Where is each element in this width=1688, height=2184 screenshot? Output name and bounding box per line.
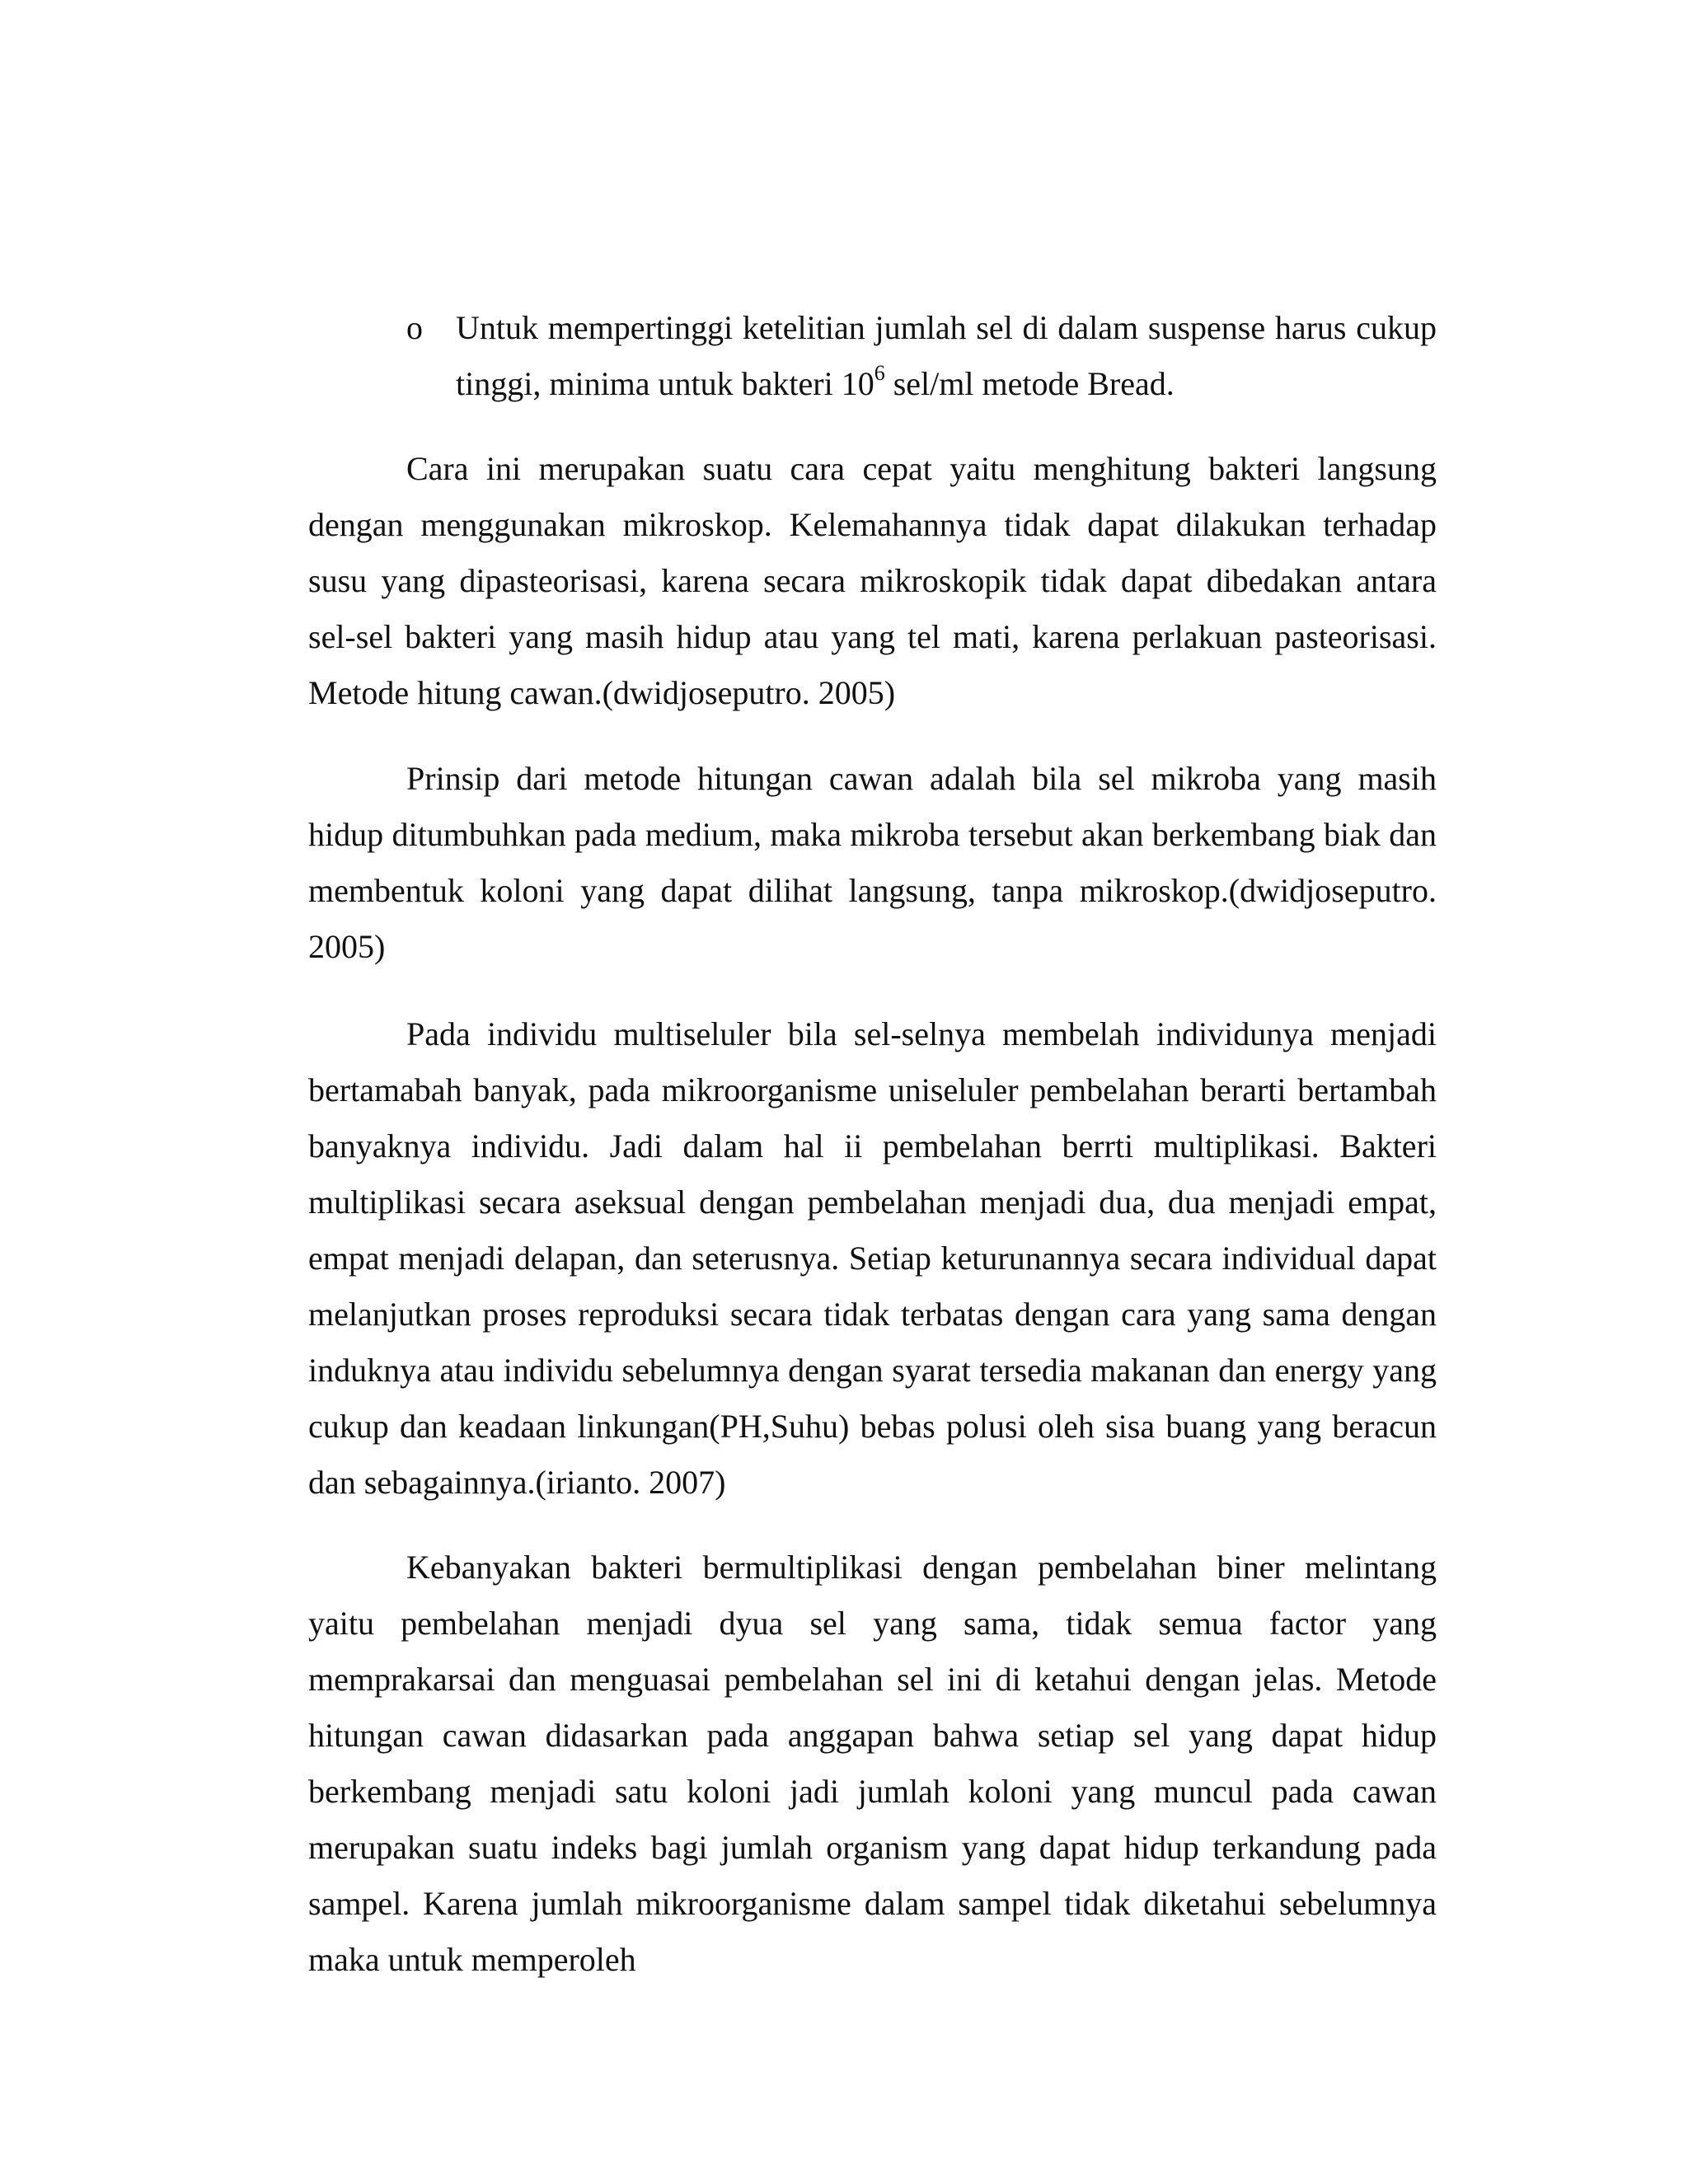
bullet-line-2-text-end: sel/ml metode Bread. <box>884 365 1175 402</box>
bullet-marker-icon: o <box>406 309 423 346</box>
bullet-line-2 <box>456 356 1437 412</box>
paragraph-3: Pada individu multiseluler bila sel-selnya membelah individunya menjadi bertamabah banyak, pada mikroorganisme uniseluler pembelahan berarti bertambah banyaknya individu. Jadi dalam hal ii pembelahan berrti multiplikasi. Bakteri multiplikasi secara aseksual dengan pembelahan menjadi dua, dua menjadi empat, empat menjadi delapan, dan seterusnya. Setiap keturunannya secara individual dapat melanjutkan proses reproduksi secara tidak terbatas dengan cara yang sama dengan induknya atau individu sebelumnya dengan syarat tersedia makanan dan energy yang cukup dan keadaan linkungan(PH,Suhu) bebas polusi oleh sisa buang yang beracun dan sebagainnya.(irianto. 2007) <box>308 1015 1437 1501</box>
paragraph-2: Prinsip dari metode hitungan cawan adalah bila sel mikroba yang masih hidup ditumbuhkan pada medium, maka mikroba tersebut akan berkembang biak dan membentuk koloni yang dapat dilihat langsung, tanpa mikroskop.(dwidjoseputro. 2005) <box>308 760 1437 965</box>
exponent: 6 <box>874 360 885 385</box>
paragraph-4: Kebanyakan bakteri bermultiplikasi dengan pembelahan biner melintang yaitu pembelahan menjadi dyua sel yang sama, tidak semua factor yang memprakarsai dan menguasai pembelahan sel ini di ketahui dengan jelas. Metode hitungan cawan didasarkan pada anggapan bahwa setiap sel yang dapat hidup berkembang menjadi satu koloni jadi jumlah koloni yang muncul pada cawan merupakan suatu indeks bagi jumlah organism yang dapat hidup terkandung pada sampel. Karena jumlah mikroorganisme dalam sampel tidak diketahui sebelumnya maka untuk memperoleh <box>308 1549 1437 1978</box>
bullet-text <box>456 300 1437 412</box>
bullet-item <box>406 300 1437 412</box>
paragraph-1: Cara ini merupakan suatu cara cepat yaitu menghitung bakteri langsung dengan menggunakan mikroskop. Kelemahannya tidak dapat dilakukan terhadap susu yang dipasteorisasi, karena secara mikroskopik tidak dapat dibedakan antara sel-sel bakteri yang masih hidup atau yang tel mati, karena perlakuan pasteorisasi. Metode hitung cawan.(dwidjoseputro. 2005) <box>308 450 1437 711</box>
bullet-line-1: Untuk mempertinggi ketelitian jumlah sel di dalam suspense harus cukup <box>456 309 1437 346</box>
bullet-line-2-text: tinggi, minima untuk bakteri 10 <box>456 365 874 402</box>
